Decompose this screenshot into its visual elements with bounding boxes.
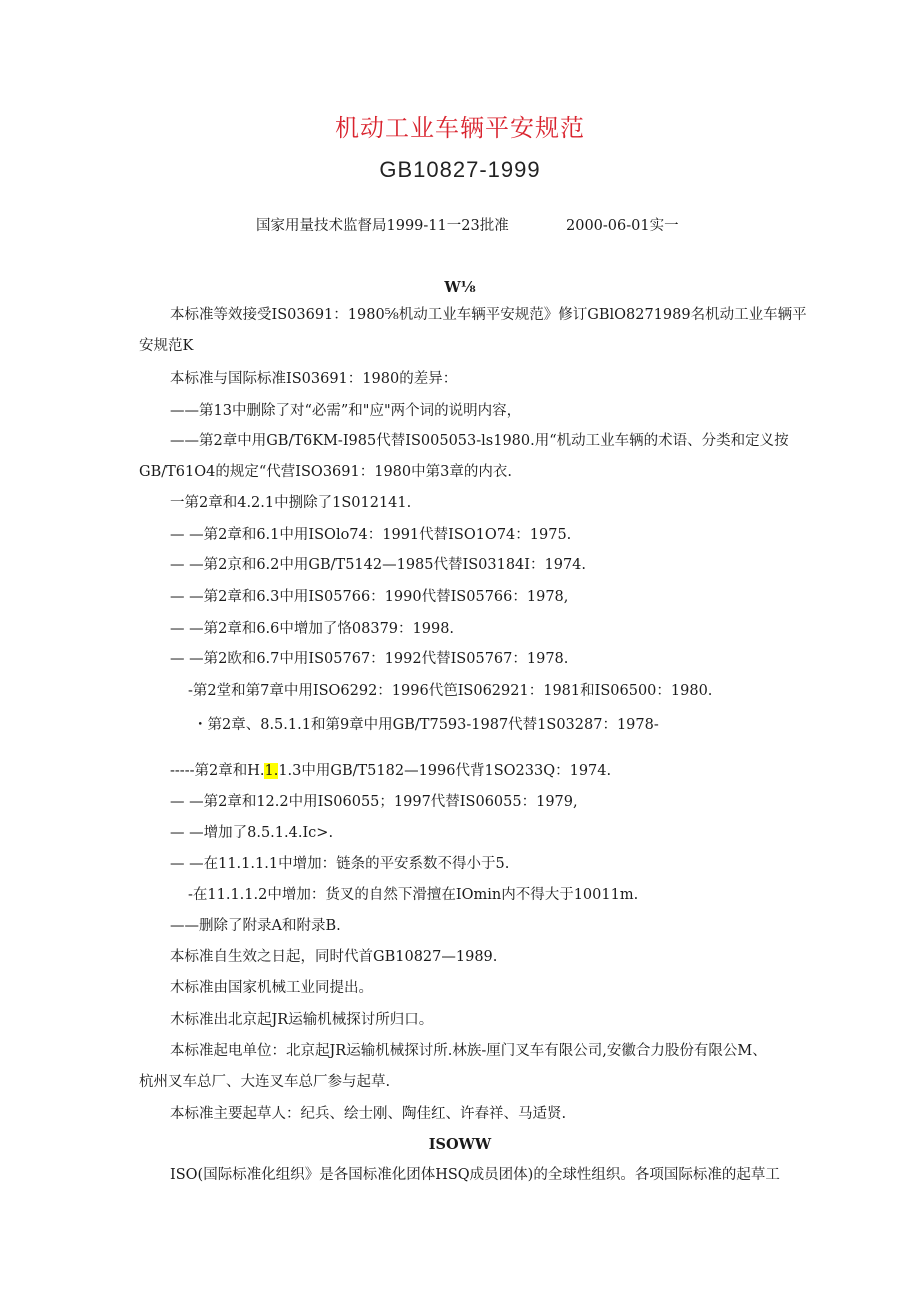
text-line: — —增加了8.5.1.4.Ic>. bbox=[170, 825, 334, 841]
text-line: — —第2欧和6.7中用IS05767：1992代替IS05767：1978. bbox=[170, 651, 569, 667]
text-line-start: -----第2章和H. bbox=[170, 763, 265, 779]
text-line: — —第2章和12.2中用IS06055；1997代替IS06055：1979, bbox=[170, 794, 578, 810]
standard-number: GB10827-1999 bbox=[379, 157, 541, 182]
text-line: 安规范K bbox=[139, 338, 194, 354]
text-line: — —在11.1.1.1中增加：链条的平安系数不得小于5. bbox=[170, 856, 510, 872]
text-line: ——删除了附录A和附录B. bbox=[170, 918, 341, 934]
text-line: 木标准由国家机械工业同提出。 bbox=[170, 980, 373, 996]
text-line: — —第2章和6.3中用IS05766：1990代替IS05766：1978, bbox=[170, 589, 569, 605]
text-line: -在11.1.1.2中增加：货叉的自然下滑擅在IOmin内不得大于10011m. bbox=[188, 887, 639, 903]
implement-line: 2000-06-01实一 bbox=[566, 218, 679, 234]
foreword-heading: W⅛ bbox=[444, 279, 476, 296]
text-line: 本标准与国际标准IS03691：1980的差异： bbox=[170, 371, 458, 387]
text-line: 一第2章和4.2.1中捌除了1S012141. bbox=[170, 495, 412, 511]
text-line: ——第13中删除了对“必需”和"应"两个词的说明内容， bbox=[170, 403, 522, 419]
document-title: 机动工业车辆平安规范 bbox=[335, 114, 585, 142]
text-line: GB/T61O4的规定“代营ISO3691：1980中第3章的内衣. bbox=[139, 464, 512, 480]
iso-heading: ISOWW bbox=[428, 1136, 492, 1153]
text-line: — —第2章和6.6中增加了恪08379：1998. bbox=[170, 621, 455, 637]
text-line: ——第2章中用GB/T6KM-I985代替IS005053-ls1980.用“机动工业车辆的术语、分类和定义按 bbox=[170, 433, 789, 449]
highlight-mark: 1. bbox=[264, 763, 279, 779]
text-line: 本标准自生效之日起，同时代首GB10827—1989. bbox=[170, 949, 498, 965]
text-line: 木标准出北京起JR运输机械探讨所归口。 bbox=[170, 1012, 434, 1028]
text-line: 本标准主要起草人：纪兵、绘士刚、陶佳红、许春祥、马适贤. bbox=[170, 1106, 567, 1122]
approval-line: 国家用量技术监督局1999-11一23批准 bbox=[256, 218, 509, 234]
text-line: ISO(国际标准化组织》是各国标准化团体HSQ成员团体)的全球性组织。各项国际标准的起草工 bbox=[170, 1167, 780, 1183]
text-line: 本标准起电单位：北京起JR运输机械探讨所.林族-厘门叉车有限公司,安徽合力股份有限公M、 bbox=[170, 1043, 767, 1059]
text-line: — —第2章和6.1中用ISOlo74：1991代替ISO1O74：1975. bbox=[170, 527, 572, 543]
text-line: -第2堂和第7章中用ISO6292：1996代笆IS062921：1981和IS06500：1980. bbox=[188, 683, 713, 699]
text-line: 杭州叉车总厂、大连叉车总厂参与起草. bbox=[139, 1074, 391, 1090]
text-line: 本标准等效接受IS03691：1980⅝机动工业车辆平安规范》修订GBlO8271989名机动工业车辆平 bbox=[170, 307, 807, 323]
text-line-highlighted bbox=[170, 762, 611, 780]
text-line-end: 1.3中用GB/T5182—1996代背1SO233Q：1974. bbox=[278, 763, 612, 779]
text-line: ・第2章、8.5.1.1和第9章中用GB/T7593-1987代替1S03287：1978- bbox=[193, 717, 659, 733]
text-line: — —第2京和6.2中用GB/T5142—1985代替IS03184I：1974. bbox=[170, 557, 587, 573]
